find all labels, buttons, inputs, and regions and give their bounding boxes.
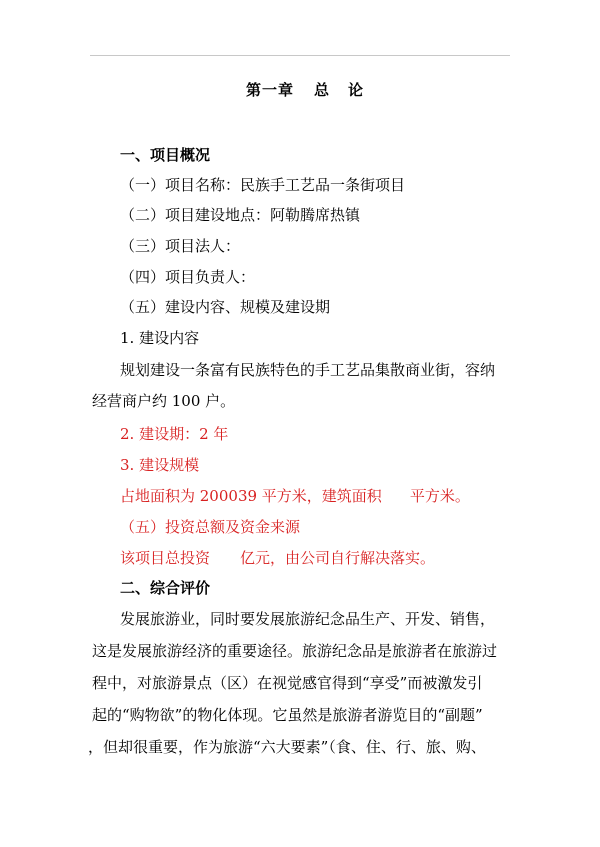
- evaluation-line-3: 程中，对旅游景点（区）在视觉感官得到“享受”而被激发引: [92, 674, 483, 692]
- scale-statement-part-2: 平方米。: [409, 487, 470, 505]
- evaluation-line-5: ，但却很重要，作为旅游“六大要素”（食、住、行、旅、购、: [88, 738, 486, 756]
- sub-construction-scale: 3. 建设规模: [120, 456, 200, 474]
- chapter-title-word-2: 论: [348, 81, 365, 99]
- item-project-leader: （四）项目负责人：: [120, 268, 256, 286]
- chapter-number: 第一章: [246, 81, 295, 99]
- scale-statement-part-1: 占地面积为 200039 平方米，建筑面积: [120, 487, 382, 505]
- evaluation-line-4: 起的“购物欲”的物化体现。它虽然是旅游者游览目的“副题”: [92, 706, 483, 724]
- header-rule: [90, 55, 510, 56]
- sub-construction-period: 2. 建设期：2 年: [120, 425, 229, 443]
- paragraph-content-line-1: 规划建设一条富有民族特色的手工艺品集散商业街，容纳: [120, 361, 496, 379]
- section-heading-overview: 一、项目概况: [120, 146, 211, 164]
- item-construction-scope: （五）建设内容、规模及建设期: [120, 298, 331, 316]
- investment-heading: （五）投资总额及资金来源: [120, 518, 301, 536]
- item-project-name: （一）项目名称：民族手工艺品一条街项目: [120, 176, 406, 194]
- item-project-location: （二）项目建设地点：阿勒腾席热镇: [120, 206, 361, 224]
- chapter-title-word-1: 总: [314, 81, 331, 99]
- investment-statement-part-2: 亿元，由公司自行解决落实。: [240, 549, 436, 567]
- scale-statement: [120, 489, 470, 504]
- section-heading-evaluation: 二、综合评价: [120, 579, 211, 597]
- investment-statement-part-1: 该项目总投资: [120, 549, 211, 567]
- paragraph-content-line-2: 经营商户约 100 户。: [92, 392, 236, 410]
- investment-statement: [120, 551, 435, 566]
- evaluation-line-1: 发展旅游业，同时要发展旅游纪念品生产、开发、销售，: [120, 610, 496, 628]
- chapter-title: [246, 83, 364, 98]
- evaluation-line-2: 这是发展旅游经济的重要途径。旅游纪念品是旅游者在旅游过: [92, 642, 498, 660]
- item-legal-person: （三）项目法人：: [120, 237, 241, 255]
- sub-construction-content: 1. 建设内容: [120, 329, 200, 347]
